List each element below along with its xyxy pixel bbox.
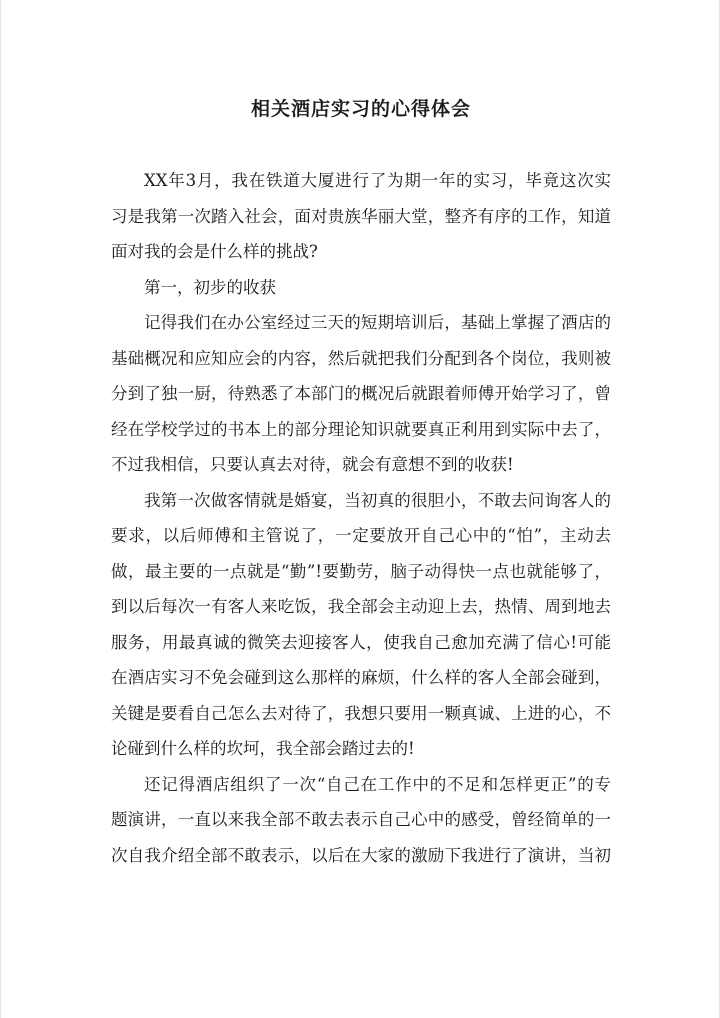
text-line: 基础概况和应知应会的内容，然后就把我们分配到各个岗位，我则被 <box>111 348 611 368</box>
document-body <box>111 163 611 873</box>
text-line: 题演讲，一直以来我全部不敢去表示自己心中的感受，曾经简单的一 <box>111 810 611 829</box>
text-line: 面对我的会是什么样的挑战? <box>111 242 318 261</box>
text-line: 到以后每次一有客人来吃饭，我全部会主动迎上去，热情、周到地去 <box>111 597 611 616</box>
text-line: 论碰到什么样的坎坷，我全部会踏过去的! <box>111 739 415 758</box>
text-line: 记得我们在办公室经过三天的短期培训后，基础上掌握了酒店的 <box>144 313 611 332</box>
text-line: 做，最主要的一点就是“勤”!要勤劳，脑子动得快一点也就能够了， <box>111 561 611 581</box>
text-line: 习是我第一次踏入社会，面对贵族华丽大堂，整齐有序的工作，知道 <box>111 206 611 226</box>
text-line: 还记得酒店组织了一次“自己在工作中的不足和怎样更正”的专 <box>144 774 611 794</box>
text-line: 我第一次做客情就是婚宴，当初真的很胆小，不敢去问询客人的 <box>144 490 611 510</box>
text-line: 分到了独一厨，待熟悉了本部门的概况后就跟着师傅开始学习了，曾 <box>111 384 611 403</box>
text-line: XX年3月，我在铁道大厦进行了为期一年的实习，毕竟这次实 <box>144 171 611 190</box>
text-line: 在酒店实习不免会碰到这么那样的麻烦，什么样的客人全部会碰到， <box>111 668 611 687</box>
page-title: 相关酒店实习的心得体会 <box>250 98 471 120</box>
text-line: 次自我介绍全部不敢表示，以后在大家的激励下我进行了演讲，当初 <box>111 845 611 865</box>
text-line: 经在学校学过的书本上的部分理论知识就要真正利用到实际中去了， <box>111 419 611 439</box>
text-line: 服务，用最真诚的微笑去迎接客人，使我自己愈加充满了信心!可能 <box>111 632 611 652</box>
text-line: 关键是要看自己怎么去对待了，我想只要用一颗真诚、上进的心，不 <box>111 703 611 723</box>
text-line: 第一，初步的收获 <box>144 277 276 297</box>
text-line: 要求，以后师傅和主管说了，一定要放开自己心中的“怕”，主动去 <box>111 526 611 545</box>
text-line: 不过我相信，只要认真去对待，就会有意想不到的收获! <box>111 455 514 474</box>
